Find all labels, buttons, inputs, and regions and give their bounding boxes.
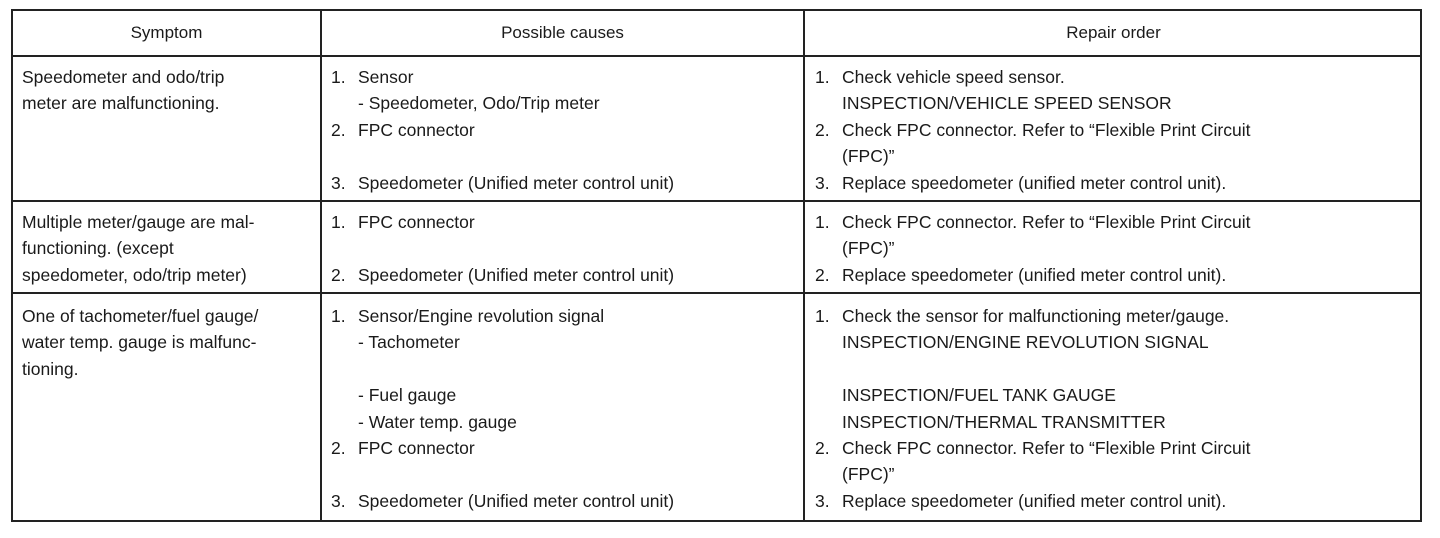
cause-line (331, 64, 674, 90)
item-number: 2. (815, 119, 830, 140)
item-text: Replace speedometer (unified meter control unit). (842, 264, 1227, 285)
item-number: 2. (331, 264, 346, 285)
item-number: 1. (815, 212, 830, 232)
item-number: 3. (815, 172, 830, 193)
item-text (331, 464, 358, 484)
row-3-causes (331, 303, 674, 514)
cause-line (331, 382, 674, 408)
item-text: Check the sensor for malfunctioning meter/gauge. (842, 306, 1230, 326)
item-number: 2. (331, 119, 346, 140)
repair-line (815, 409, 1250, 435)
repair-line (815, 143, 1250, 169)
cause-line (331, 329, 674, 355)
repair-line (815, 488, 1250, 514)
item-text: FPC connector (358, 437, 475, 458)
item-number: 1. (331, 306, 346, 326)
item-text (331, 146, 358, 166)
cause-line (331, 409, 674, 435)
row-2-repair (815, 209, 1250, 288)
item-number: 2. (815, 437, 830, 458)
troubleshooting-table (11, 9, 1422, 522)
item-text (815, 359, 842, 379)
item-number: 1. (815, 306, 830, 326)
item-text (331, 359, 358, 379)
item-text: (FPC)” (842, 146, 895, 167)
row-3-symptom (22, 303, 258, 382)
header-repair-order: Repair order (1066, 23, 1161, 42)
row-2-symptom (22, 209, 254, 288)
item-number: 1. (331, 67, 346, 87)
header-divider (13, 55, 1420, 57)
item-text: Replace speedometer (unified meter control unit). (842, 172, 1227, 193)
symptom-line: water temp. gauge is malfunc- (22, 332, 257, 353)
item-number: 3. (331, 172, 346, 193)
row-1-repair (815, 64, 1250, 196)
cause-line (331, 143, 674, 169)
symptom-line: Multiple meter/gauge are mal- (22, 212, 255, 232)
column-divider (320, 11, 322, 520)
item-text: - Water temp. gauge (358, 411, 517, 432)
item-text (331, 238, 358, 258)
cause-line (331, 435, 674, 461)
cause-line (331, 170, 674, 196)
repair-line (815, 356, 1250, 382)
item-text: Speedometer (Unified meter control unit) (358, 264, 675, 285)
symptom-line: functioning. (except (22, 238, 174, 259)
repair-line (815, 329, 1250, 355)
item-number: 2. (815, 264, 830, 285)
item-text: Replace speedometer (unified meter control unit). (842, 490, 1227, 511)
header-symptom: Symptom (130, 23, 203, 42)
row-2-causes (331, 209, 674, 288)
row-1-symptom (22, 64, 224, 117)
cause-line (331, 235, 674, 261)
item-number: 2. (331, 437, 346, 458)
item-number: 3. (331, 490, 346, 511)
cause-line (331, 461, 674, 487)
symptom-line: speedometer, odo/trip meter) (22, 264, 247, 285)
item-text: (FPC)” (842, 238, 895, 259)
item-text: Check FPC connector. Refer to “Flexible Print Circuit (842, 212, 1251, 232)
row-divider (13, 292, 1420, 294)
repair-line (815, 117, 1250, 143)
cause-line (331, 90, 674, 116)
item-number: 1. (815, 67, 830, 87)
item-text: INSPECTION/FUEL TANK GAUGE (842, 385, 1116, 406)
cause-line (331, 303, 674, 329)
symptom-line: One of tachometer/fuel gauge/ (22, 306, 259, 326)
item-text: Check FPC connector. Refer to “Flexible Print Circuit (842, 119, 1251, 140)
column-divider (803, 11, 805, 520)
repair-line (815, 382, 1250, 408)
repair-line (815, 435, 1250, 461)
item-text: INSPECTION/VEHICLE SPEED SENSOR (842, 93, 1172, 114)
item-text: - Speedometer, Odo/Trip meter (358, 93, 600, 114)
item-text: INSPECTION/THERMAL TRANSMITTER (842, 411, 1166, 432)
item-text: FPC connector (358, 119, 475, 140)
repair-line (815, 461, 1250, 487)
item-text: FPC connector (358, 212, 475, 232)
item-number: 3. (815, 490, 830, 511)
cause-line (331, 356, 674, 382)
item-text: Sensor/Engine revolution signal (358, 306, 605, 326)
item-text: INSPECTION/ENGINE REVOLUTION SIGNAL (842, 332, 1209, 353)
item-text: - Fuel gauge (358, 385, 457, 406)
repair-line (815, 170, 1250, 196)
cause-line (331, 262, 674, 288)
cause-line (331, 117, 674, 143)
item-text: Check vehicle speed sensor. (842, 67, 1065, 87)
item-text: Speedometer (Unified meter control unit) (358, 172, 675, 193)
cause-line (331, 209, 674, 235)
repair-line (815, 209, 1250, 235)
item-text: (FPC)” (842, 464, 895, 485)
cause-line (331, 488, 674, 514)
item-number: 1. (331, 212, 346, 232)
repair-line (815, 90, 1250, 116)
symptom-line: meter are malfunctioning. (22, 93, 220, 114)
repair-line (815, 64, 1250, 90)
row-divider (13, 200, 1420, 202)
symptom-line: Speedometer and odo/trip (22, 67, 225, 87)
item-text: Check FPC connector. Refer to “Flexible Print Circuit (842, 437, 1251, 458)
item-text: Sensor (358, 67, 414, 87)
symptom-line: tioning. (22, 358, 79, 379)
row-1-causes (331, 64, 674, 196)
header-possible-causes: Possible causes (501, 23, 624, 42)
row-3-repair (815, 303, 1250, 514)
item-text: - Tachometer (358, 332, 460, 353)
repair-line (815, 303, 1250, 329)
item-text: Speedometer (Unified meter control unit) (358, 490, 675, 511)
repair-line (815, 235, 1250, 261)
repair-line (815, 262, 1250, 288)
